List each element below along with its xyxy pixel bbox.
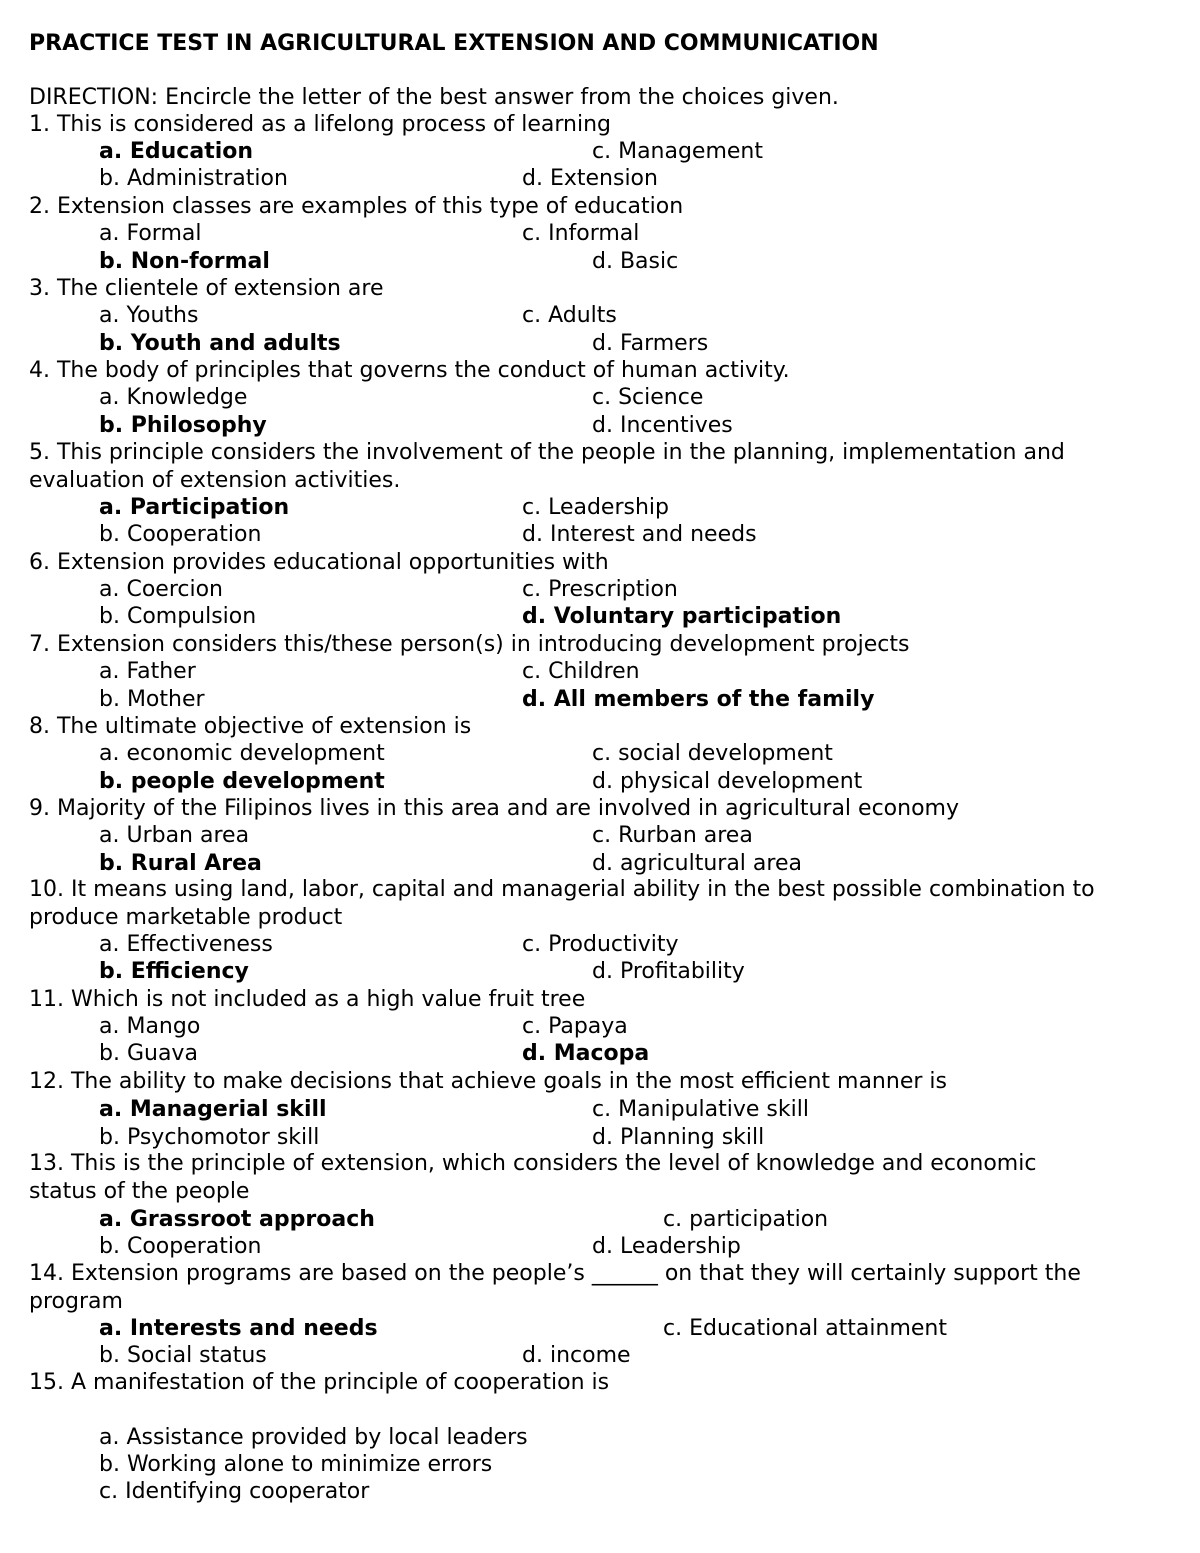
question-8-choice: c. social development [592, 741, 833, 766]
question-13-choice: c. participation [663, 1207, 829, 1232]
question-14-stem: program [29, 1289, 123, 1314]
question-6-stem: 6. Extension provides educational opportunities with [29, 550, 609, 575]
question-14-stem: 14. Extension programs are based on the people’s ______ on that they will certainly support the [29, 1261, 1081, 1286]
question-7-choice: c. Children [522, 659, 640, 684]
question-6-choice: d. Voluntary participation [522, 604, 842, 629]
question-1-choice: a. Education [99, 139, 254, 164]
direction-text: DIRECTION: Encircle the letter of the best answer from the choices given. [29, 85, 839, 110]
question-11-choice: c. Papaya [522, 1014, 628, 1039]
question-13-choice: d. Leadership [592, 1234, 741, 1259]
question-6-choice: b. Compulsion [99, 604, 257, 629]
question-1-stem: 1. This is considered as a lifelong process of learning [29, 112, 612, 137]
question-3-choice: c. Adults [522, 303, 617, 328]
question-8-stem: 8. The ultimate objective of extension is [29, 714, 472, 739]
question-10-choice: c. Productivity [522, 932, 679, 957]
question-5-stem: 5. This principle considers the involvement of the people in the planning, implementation and [29, 440, 1065, 465]
question-14-choice: b. Social status [99, 1343, 267, 1368]
question-3-stem: 3. The clientele of extension are [29, 276, 384, 301]
question-1-choice: c. Management [592, 139, 764, 164]
question-2-choice: b. Non-formal [99, 249, 270, 274]
question-1-choice: b. Administration [99, 166, 288, 191]
question-11-stem: 11. Which is not included as a high value fruit tree [29, 987, 586, 1012]
question-14-choice: c. Educational attainment [663, 1316, 948, 1341]
question-12-choice: b. Psychomotor skill [99, 1125, 320, 1150]
question-4-choice: c. Science [592, 385, 704, 410]
question-12-choice: a. Managerial skill [99, 1097, 327, 1122]
question-7-choice: a. Father [99, 659, 196, 684]
question-12-stem: 12. The ability to make decisions that achieve goals in the most efficient manner is [29, 1069, 947, 1094]
question-12-choice: c. Manipulative skill [592, 1097, 809, 1122]
question-12-choice: d. Planning skill [592, 1125, 765, 1150]
question-11-choice: b. Guava [99, 1041, 198, 1066]
question-13-choice: b. Cooperation [99, 1234, 262, 1259]
question-2-stem: 2. Extension classes are examples of this type of education [29, 194, 684, 219]
question-9-choice: c. Rurban area [592, 823, 753, 848]
question-10-choice: a. Effectiveness [99, 932, 273, 957]
question-6-choice: a. Coercion [99, 577, 223, 602]
question-4-choice: d. Incentives [592, 413, 733, 438]
question-3-choice: b. Youth and adults [99, 331, 341, 356]
question-2-choice: d. Basic [592, 249, 679, 274]
question-9-choice: d. agricultural area [592, 851, 802, 876]
question-14-choice: d. income [522, 1343, 631, 1368]
question-9-choice: a. Urban area [99, 823, 250, 848]
question-2-choice: c. Informal [522, 221, 640, 246]
question-5-choice: d. Interest and needs [522, 522, 757, 547]
question-4-stem: 4. The body of principles that governs the conduct of human activity. [29, 358, 790, 383]
question-13-stem: status of the people [29, 1179, 250, 1204]
question-5-stem: evaluation of extension activities. [29, 468, 401, 493]
question-6-choice: c. Prescription [522, 577, 678, 602]
question-3-choice: a. Youths [99, 303, 199, 328]
question-8-choice: a. economic development [99, 741, 385, 766]
question-7-stem: 7. Extension considers this/these person(s) in introducing development projects [29, 632, 910, 657]
question-10-choice: b. Efficiency [99, 959, 249, 984]
question-9-choice: b. Rural Area [99, 851, 262, 876]
question-8-choice: b. people development [99, 769, 385, 794]
question-13-choice: a. Grassroot approach [99, 1207, 375, 1232]
question-15-stem: 15. A manifestation of the principle of cooperation is [29, 1370, 610, 1395]
question-7-choice: b. Mother [99, 687, 205, 712]
question-9-stem: 9. Majority of the Filipinos lives in this area and are involved in agricultural economy [29, 796, 959, 821]
question-11-choice: a. Mango [99, 1014, 201, 1039]
question-5-choice: c. Leadership [522, 495, 669, 520]
question-3-choice: d. Farmers [592, 331, 709, 356]
question-10-stem: produce marketable product [29, 905, 343, 930]
document-title: PRACTICE TEST IN AGRICULTURAL EXTENSION AND COMMUNICATION [29, 31, 879, 56]
question-4-choice: a. Knowledge [99, 385, 248, 410]
question-7-choice: d. All members of the family [522, 687, 875, 712]
question-15-choice: a. Assistance provided by local leaders [99, 1425, 528, 1450]
question-5-choice: a. Participation [99, 495, 290, 520]
question-5-choice: b. Cooperation [99, 522, 262, 547]
question-15-choice: c. Identifying cooperator [99, 1479, 370, 1504]
question-8-choice: d. physical development [592, 769, 863, 794]
question-15-choice: b. Working alone to minimize errors [99, 1452, 493, 1477]
question-13-stem: 13. This is the principle of extension, which considers the level of knowledge and economic [29, 1151, 1037, 1176]
question-10-choice: d. Profitability [592, 959, 745, 984]
question-1-choice: d. Extension [522, 166, 658, 191]
question-4-choice: b. Philosophy [99, 413, 267, 438]
question-11-choice: d. Macopa [522, 1041, 650, 1066]
question-14-choice: a. Interests and needs [99, 1316, 378, 1341]
question-10-stem: 10. It means using land, labor, capital and managerial ability in the best possible combination to [29, 877, 1095, 902]
question-2-choice: a. Formal [99, 221, 202, 246]
